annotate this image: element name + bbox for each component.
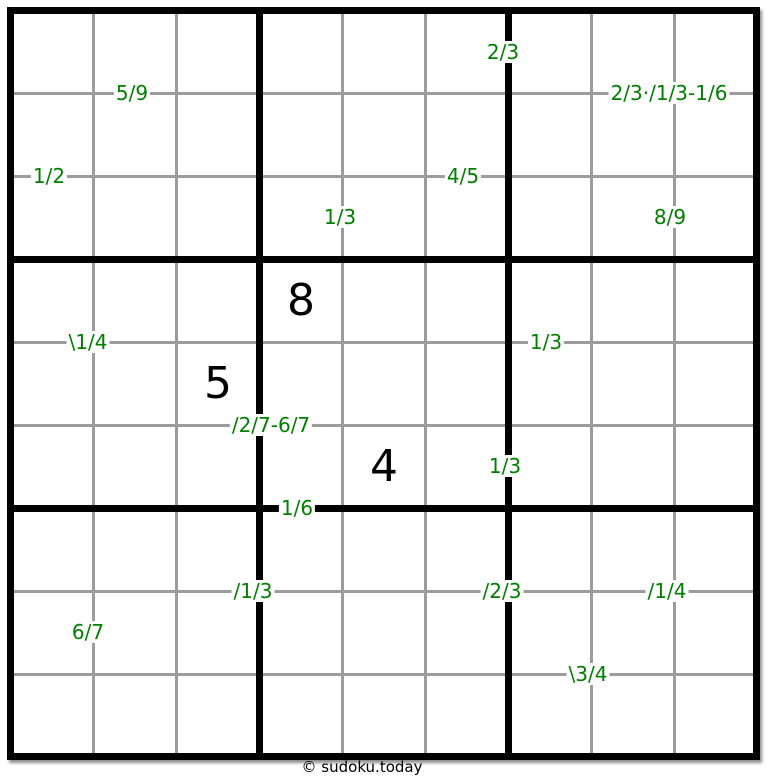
horizontal-grid-line bbox=[14, 424, 753, 427]
copyright-footer: © sudoku.today bbox=[301, 758, 423, 776]
sudoku-board bbox=[7, 7, 760, 760]
horizontal-grid-line bbox=[14, 341, 753, 344]
quotient-hint-label: /2/7-6/7 bbox=[231, 413, 311, 437]
given-digit-r6c5: 4 bbox=[370, 441, 398, 492]
horizontal-grid-line bbox=[14, 256, 753, 263]
given-digit-r5c3: 5 bbox=[204, 358, 232, 409]
horizontal-grid-line bbox=[14, 505, 753, 512]
vertical-grid-line bbox=[505, 14, 512, 753]
quotient-hint-label: 1/3 bbox=[529, 330, 563, 354]
quotient-hint-label: 8/9 bbox=[653, 205, 687, 229]
quotient-hint-label: 4/5 bbox=[446, 164, 480, 188]
quotient-hint-label: 2/3 bbox=[486, 40, 520, 64]
vertical-grid-line bbox=[341, 14, 344, 753]
vertical-grid-line bbox=[590, 14, 593, 753]
quotient-hint-label: 6/7 bbox=[71, 620, 105, 644]
quotient-hint-label: 1/2 bbox=[32, 164, 66, 188]
given-digit-r4c4: 8 bbox=[287, 275, 315, 326]
vertical-grid-line bbox=[424, 14, 427, 753]
quotient-hint-label: /1/4 bbox=[647, 579, 687, 603]
quotient-hint-label: 1/3 bbox=[488, 454, 522, 478]
horizontal-grid-line bbox=[14, 590, 753, 593]
quotient-hint-label: /1/3 bbox=[233, 579, 273, 603]
vertical-grid-line bbox=[673, 14, 676, 753]
quotient-hint-label: \3/4 bbox=[568, 662, 608, 686]
vertical-grid-line bbox=[256, 14, 263, 753]
vertical-grid-line bbox=[175, 14, 178, 753]
quotient-hint-label: \1/4 bbox=[68, 330, 108, 354]
quotient-hint-label: 1/6 bbox=[280, 496, 314, 520]
quotient-hint-label: 1/3 bbox=[323, 205, 357, 229]
quotient-hint-label: 2/3·/1/3-1/6 bbox=[610, 81, 728, 105]
quotient-hint-label: 5/9 bbox=[115, 81, 149, 105]
horizontal-grid-line bbox=[14, 673, 753, 676]
quotient-hint-label: /2/3 bbox=[482, 579, 522, 603]
horizontal-grid-line bbox=[14, 175, 753, 178]
